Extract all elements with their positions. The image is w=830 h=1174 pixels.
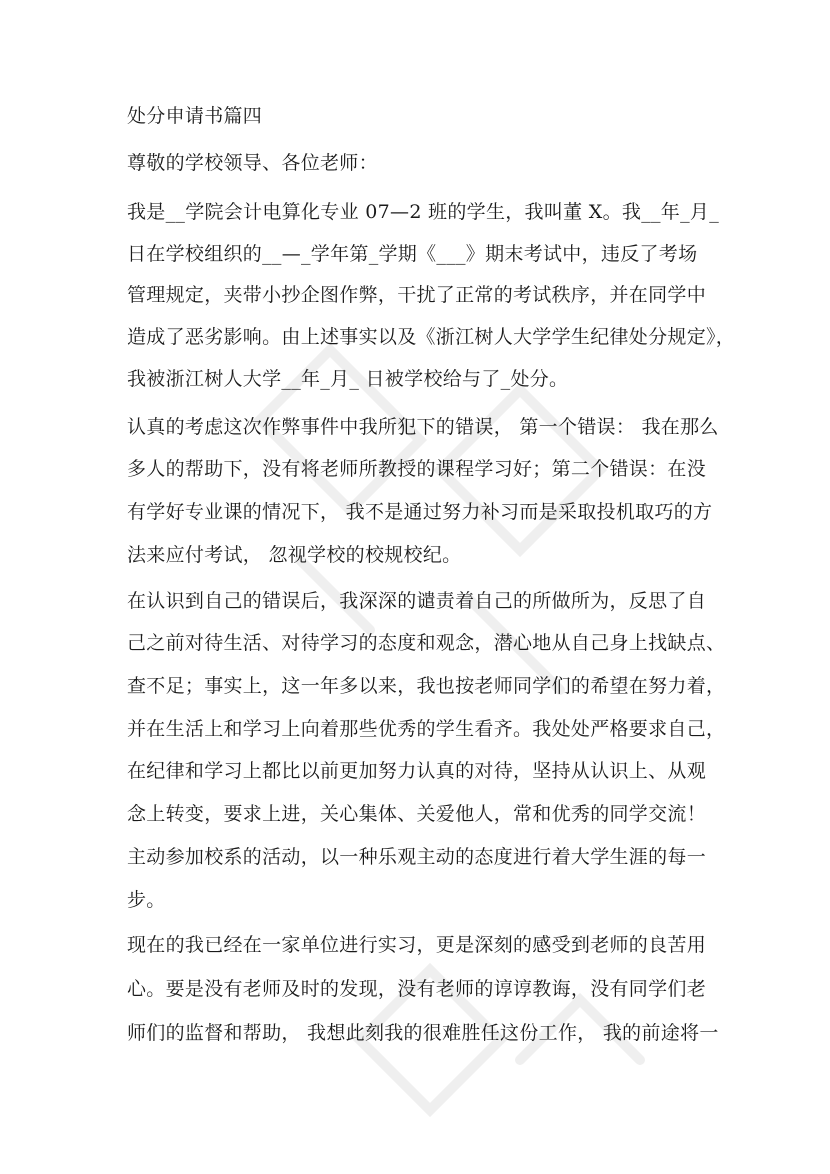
paragraph-line: 念上转变，要求上进，关心集体、关爱他人，常和优秀的同学交流！ [127,803,707,825]
document-title: 处分申请书篇四 [127,105,263,127]
paragraph-line: 在纪律和学习上都比以前更加努力认真的对待，坚持从认识上、从观 [127,760,707,782]
paragraph-line: 心。要是没有老师及时的发现，没有老师的谆谆教诲，没有同学们老 [127,978,707,1000]
paragraph-line: 法来应付考试， 忽视学校的校规校纪。 [127,544,462,566]
paragraph-line: 日在学校组织的__—_学年第_学期《___》期末考试中，违反了考场 [127,243,698,265]
paragraph-line: 多人的帮助下，没有将老师所教授的课程学习好；第二个错误：在没 [127,458,707,480]
paragraph-line: 我是__学院会计电算化专业 07—2 班的学生，我叫董 X。我__年_月_ [127,201,720,223]
paragraph-line: 主动参加校系的活动，以一种乐观主动的态度进行着大学生涯的每一 [127,846,707,868]
paragraph-line: 认真的考虑这次作弊事件中我所犯下的错误， 第一个错误： 我在那么 [127,416,719,438]
paragraph-line: 管理规定，夹带小抄企图作弊，干扰了正常的考试秩序，并在同学中 [127,284,707,306]
paragraph-line: 有学好专业课的情况下， 我不是通过努力补习而是采取投机取巧的方 [127,501,713,523]
paragraph-line: 造成了恶劣影响。由上述事实以及《浙江树人大学学生纪律处分规定》， [127,326,736,348]
paragraph-line: 我被浙江树人大学__年_月_ 日被学校给与了_处分。 [127,368,569,390]
paragraph-line: 己之前对待生活、对待学习的态度和观念，潜心地从自己身上找缺点、 [127,632,726,654]
paragraph-line: 步。 [127,889,166,911]
paragraph-line: 在认识到自己的错误后，我深深的谴责着自己的所做所为，反思了自 [127,590,707,612]
salutation: 尊敬的学校领导、各位老师： [127,152,378,174]
paragraph-line: 并在生活上和学习上向着那些优秀的学生看齐。我处处严格要求自己， [127,718,726,740]
paragraph-line: 查不足；事实上，这一年多以来，我也按老师同学们的希望在努力着， [127,675,726,697]
paragraph-line: 现在的我已经在一家单位进行实习，更是深刻的感受到老师的良苦用 [127,934,707,956]
paragraph-line: 师们的监督和帮助， 我想此刻我的很难胜任这份工作， 我的前途将一 [127,1022,719,1044]
